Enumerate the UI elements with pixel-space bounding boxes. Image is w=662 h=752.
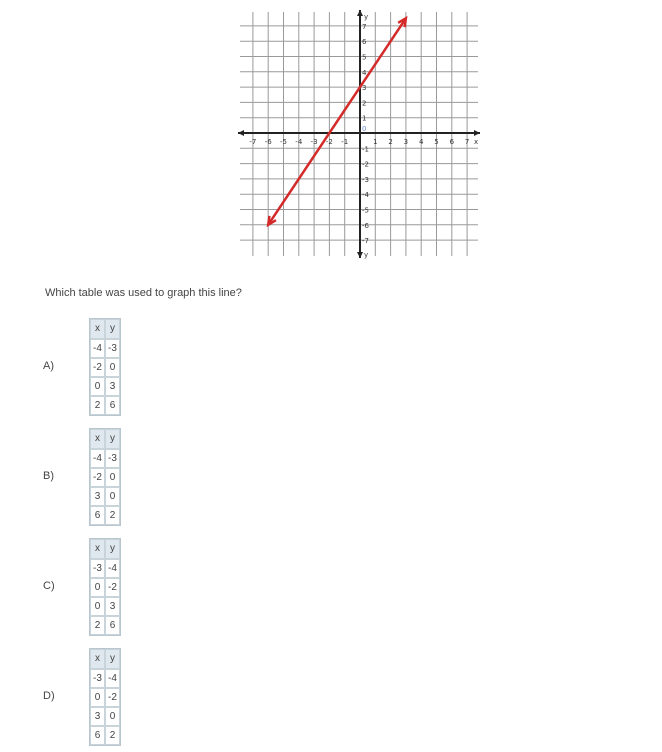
table-cell: 6 <box>105 616 120 635</box>
table-header-cell: y <box>105 649 120 669</box>
table-cell: 0 <box>105 707 120 726</box>
table-row <box>90 449 120 468</box>
table-row <box>90 487 120 506</box>
table-cell: 2 <box>105 726 120 745</box>
y-tick-label: 7 <box>362 22 367 31</box>
x-tick-label: 7 <box>464 138 470 146</box>
table-row <box>90 559 120 578</box>
x-axis-arrow-icon <box>238 130 244 136</box>
table-header-cell: x <box>90 539 105 559</box>
x-axis-label: x <box>474 138 479 146</box>
table-cell: 0 <box>105 358 120 377</box>
table-header-cell: y <box>105 539 120 559</box>
table-header-cell: y <box>105 429 120 449</box>
table-cell: -3 <box>105 449 120 468</box>
table-cell: -4 <box>90 449 105 468</box>
table-cell: 0 <box>90 377 105 396</box>
table-cell: -2 <box>105 688 120 707</box>
table-cell: -4 <box>105 559 120 578</box>
x-tick-label: 4 <box>418 138 424 146</box>
origin-label: 0 <box>362 125 367 133</box>
table-cell: 3 <box>90 707 105 726</box>
table-cell: -3 <box>90 559 105 578</box>
table-row <box>90 707 120 726</box>
y-tick-label: 2 <box>362 99 367 108</box>
option-label[interactable]: C) <box>43 580 55 592</box>
table-header-row <box>90 429 120 449</box>
table-header-cell: x <box>90 319 105 339</box>
table-row <box>90 669 120 688</box>
y-tick-label: -6 <box>362 221 369 230</box>
y-tick-label: 3 <box>362 84 367 93</box>
x-tick-label: -1 <box>341 138 349 146</box>
table-cell: -3 <box>105 339 120 358</box>
table-row <box>90 688 120 707</box>
coordinate-graph <box>236 8 482 260</box>
x-tick-label: -6 <box>264 138 272 146</box>
xy-table <box>89 428 121 526</box>
table-header-row <box>90 319 120 339</box>
table-row <box>90 726 120 745</box>
table-cell: 0 <box>105 468 120 487</box>
table-cell: 6 <box>105 396 120 415</box>
y-tick-label: 4 <box>362 68 367 77</box>
y-tick-label: -2 <box>362 160 369 169</box>
table-header-cell: x <box>90 429 105 449</box>
table-cell: -2 <box>105 578 120 597</box>
table-header-cell: x <box>90 649 105 669</box>
y-tick-label: -5 <box>362 206 369 215</box>
table-row <box>90 358 120 377</box>
y-tick-label: -7 <box>362 237 369 246</box>
x-tick-label: -3 <box>310 138 318 146</box>
y-tick-label: 5 <box>362 53 367 62</box>
x-tick-label: -5 <box>280 138 287 146</box>
y-tick-label: 6 <box>362 38 367 47</box>
option-label[interactable]: D) <box>43 690 55 702</box>
x-tick-label: -7 <box>249 138 257 146</box>
table-cell: 2 <box>90 616 105 635</box>
table-cell: 3 <box>105 377 120 396</box>
table-row <box>90 396 120 415</box>
y-axis-arrow-icon <box>357 252 363 258</box>
table-cell: 2 <box>90 396 105 415</box>
table-cell: 2 <box>105 506 120 525</box>
table-cell: -4 <box>105 669 120 688</box>
table-cell: 6 <box>90 506 105 525</box>
table-cell: -4 <box>90 339 105 358</box>
table-cell: 3 <box>105 597 120 616</box>
table-row <box>90 377 120 396</box>
table-cell: -2 <box>90 358 105 377</box>
table-header-row <box>90 539 120 559</box>
xy-table <box>89 538 121 636</box>
table-cell: 3 <box>90 487 105 506</box>
table-cell: 0 <box>90 597 105 616</box>
table-cell: 0 <box>90 688 105 707</box>
x-tick-label: 3 <box>403 138 409 146</box>
table-cell: -3 <box>90 669 105 688</box>
question-text: Which table was used to graph this line? <box>45 287 242 299</box>
y-axis-arrow-icon <box>357 10 363 16</box>
y-axis-label: y <box>364 13 369 21</box>
table-cell: -2 <box>90 468 105 487</box>
option-label[interactable]: A) <box>43 360 54 372</box>
y-tick-label: 1 <box>362 114 367 123</box>
x-axis-arrow-icon <box>474 130 480 136</box>
xy-table <box>89 648 121 746</box>
x-tick-label: 6 <box>449 138 455 146</box>
table-cell: 6 <box>90 726 105 745</box>
table-row <box>90 578 120 597</box>
table-row <box>90 506 120 525</box>
table-row <box>90 616 120 635</box>
table-row <box>90 597 120 616</box>
table-header-cell: y <box>105 319 120 339</box>
xy-table <box>89 318 121 416</box>
x-tick-label: 2 <box>388 138 393 146</box>
y-tick-label: -3 <box>362 175 369 184</box>
table-cell: 0 <box>90 578 105 597</box>
table-row <box>90 468 120 487</box>
x-tick-label: -2 <box>325 138 333 146</box>
option-label[interactable]: B) <box>43 470 54 482</box>
y-tick-label: -4 <box>362 191 369 200</box>
x-tick-label: -4 <box>295 138 303 146</box>
table-header-row <box>90 649 120 669</box>
table-row <box>90 339 120 358</box>
y-axis-label: y <box>364 251 369 259</box>
table-cell: 0 <box>105 487 120 506</box>
y-tick-label: -1 <box>362 145 369 154</box>
x-tick-label: 1 <box>373 138 378 146</box>
x-tick-label: 5 <box>434 138 439 146</box>
